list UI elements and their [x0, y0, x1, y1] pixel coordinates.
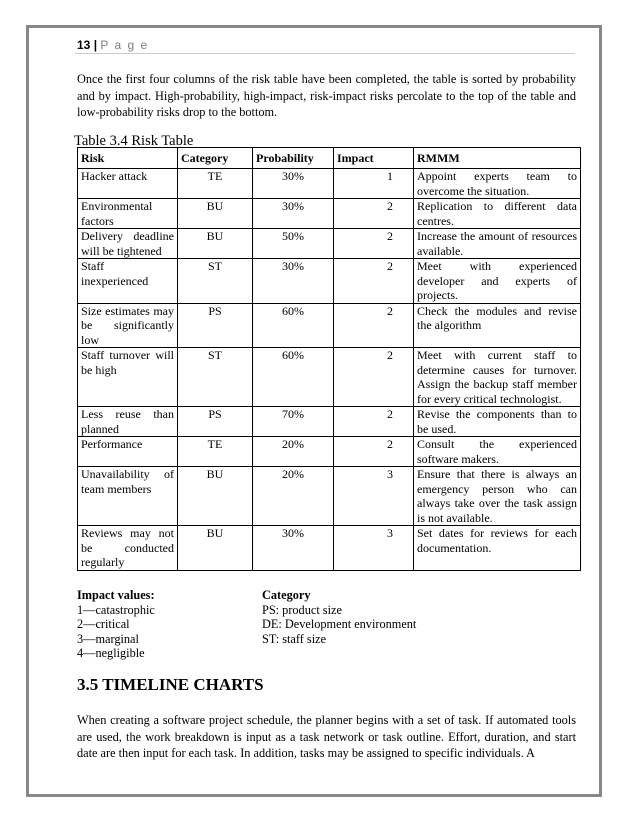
table-row — [78, 407, 581, 437]
cell-impact: 2 — [334, 437, 414, 467]
table-row — [78, 259, 581, 304]
cell-risk: Performance — [78, 437, 178, 467]
cell-rmmm: Meet with current staff to determine causes for turnover. Assign the backup staff member for every critical technologist. — [414, 348, 581, 407]
cell-risk: Staff inexperienced — [78, 259, 178, 304]
cell-probability: 30% — [253, 199, 334, 229]
impact-item: 2—critical — [77, 617, 130, 631]
cell-impact: 1 — [334, 169, 414, 199]
header-category: Category — [178, 148, 253, 169]
cell-probability: 20% — [253, 467, 334, 526]
table-row — [78, 169, 581, 199]
cell-impact: 2 — [334, 303, 414, 348]
category-item: ST: staff size — [262, 631, 327, 646]
body-paragraph: When creating a software project schedule, the planner begins with a set of task. If automated tools are used, the work breakdown is input as a task network or task outline. Effort, duration, and start date are then input for each task. In addition, tasks may be assigned to specific individuals. A — [77, 713, 576, 760]
risk-table-body — [78, 169, 581, 571]
table-row — [78, 199, 581, 229]
cell-probability: 30% — [253, 169, 334, 199]
risk-table — [77, 147, 581, 571]
cell-category: PS — [178, 303, 253, 348]
cell-category: BU — [178, 467, 253, 526]
cell-risk: Environmental factors — [78, 199, 178, 229]
impact-item: 1—catastrophic — [77, 602, 155, 617]
cell-rmmm: Appoint experts team to overcome the situation. — [414, 169, 581, 199]
cell-risk: Delivery deadline will be tightened — [78, 229, 178, 259]
cell-impact: 3 — [334, 467, 414, 526]
page-separator: | — [93, 38, 98, 52]
cell-category: ST — [178, 348, 253, 407]
cell-category: BU — [178, 526, 253, 571]
cell-risk: Staff turnover will be high — [78, 348, 178, 407]
table-row — [78, 437, 581, 467]
impact-item: 4—negligible — [77, 646, 145, 660]
cell-risk: Unavailability of team members — [78, 467, 178, 526]
impact-legend-title: Impact values: — [77, 588, 155, 602]
cell-rmmm: Increase the amount of resources available. — [414, 229, 581, 259]
table-row — [78, 348, 581, 407]
cell-rmmm: Ensure that there is always an emergency person who can always take over the task assign is not available. — [414, 467, 581, 526]
table-header-row — [78, 148, 581, 169]
cell-probability: 20% — [253, 437, 334, 467]
header-rule — [75, 53, 575, 54]
cell-impact: 2 — [334, 348, 414, 407]
page-label: P a g e — [100, 38, 149, 52]
category-item: PS: product size — [262, 602, 342, 617]
impact-item: 3—marginal — [77, 631, 139, 646]
cell-rmmm: Check the modules and revise the algorithm — [414, 303, 581, 348]
cell-risk: Less reuse than planned — [78, 407, 178, 437]
cell-impact: 2 — [334, 199, 414, 229]
cell-category: BU — [178, 199, 253, 229]
header-probability: Probability — [253, 148, 334, 169]
category-legend — [262, 588, 416, 646]
cell-impact: 2 — [334, 407, 414, 437]
table-row — [78, 467, 581, 526]
cell-impact: 3 — [334, 526, 414, 571]
cell-impact: 2 — [334, 229, 414, 259]
cell-probability: 30% — [253, 259, 334, 304]
cell-category: BU — [178, 229, 253, 259]
cell-risk: Hacker attack — [78, 169, 178, 199]
header-rmmm: RMMM — [414, 148, 581, 169]
cell-impact: 2 — [334, 259, 414, 304]
table-caption: Table 3.4 Risk Table — [74, 133, 194, 149]
cell-category: ST — [178, 259, 253, 304]
impact-legend — [77, 588, 155, 661]
cell-risk: Size estimates may be significantly low — [78, 303, 178, 348]
cell-category: TE — [178, 437, 253, 467]
cell-rmmm: Replication to different data centres. — [414, 199, 581, 229]
cell-category: TE — [178, 169, 253, 199]
category-legend-title: Category — [262, 588, 311, 602]
cell-risk: Reviews may not be conducted regularly — [78, 526, 178, 571]
cell-category: PS — [178, 407, 253, 437]
cell-probability: 60% — [253, 303, 334, 348]
cell-probability: 30% — [253, 526, 334, 571]
intro-paragraph: Once the first four columns of the risk table have been completed, the table is sorted by probability and by impact. High-probability, high-impact, risk-impact risks percolate to the top of the table and low-probability risks drop to the bottom. — [77, 72, 576, 119]
page-header — [77, 38, 149, 52]
cell-rmmm: Revise the components than to be used. — [414, 407, 581, 437]
cell-probability: 70% — [253, 407, 334, 437]
table-row — [78, 303, 581, 348]
cell-probability: 60% — [253, 348, 334, 407]
page-number: 13 — [77, 38, 91, 52]
section-heading: 3.5 TIMELINE CHARTS — [77, 675, 264, 694]
table-row — [78, 229, 581, 259]
header-impact: Impact — [334, 148, 414, 169]
header-risk: Risk — [78, 148, 178, 169]
category-item: DE: Development environment — [262, 617, 417, 631]
cell-rmmm: Meet with experienced developer and experts of projects. — [414, 259, 581, 304]
cell-rmmm: Consult the experienced software makers. — [414, 437, 581, 467]
cell-probability: 50% — [253, 229, 334, 259]
cell-rmmm: Set dates for reviews for each documentation. — [414, 526, 581, 571]
table-row — [78, 526, 581, 571]
